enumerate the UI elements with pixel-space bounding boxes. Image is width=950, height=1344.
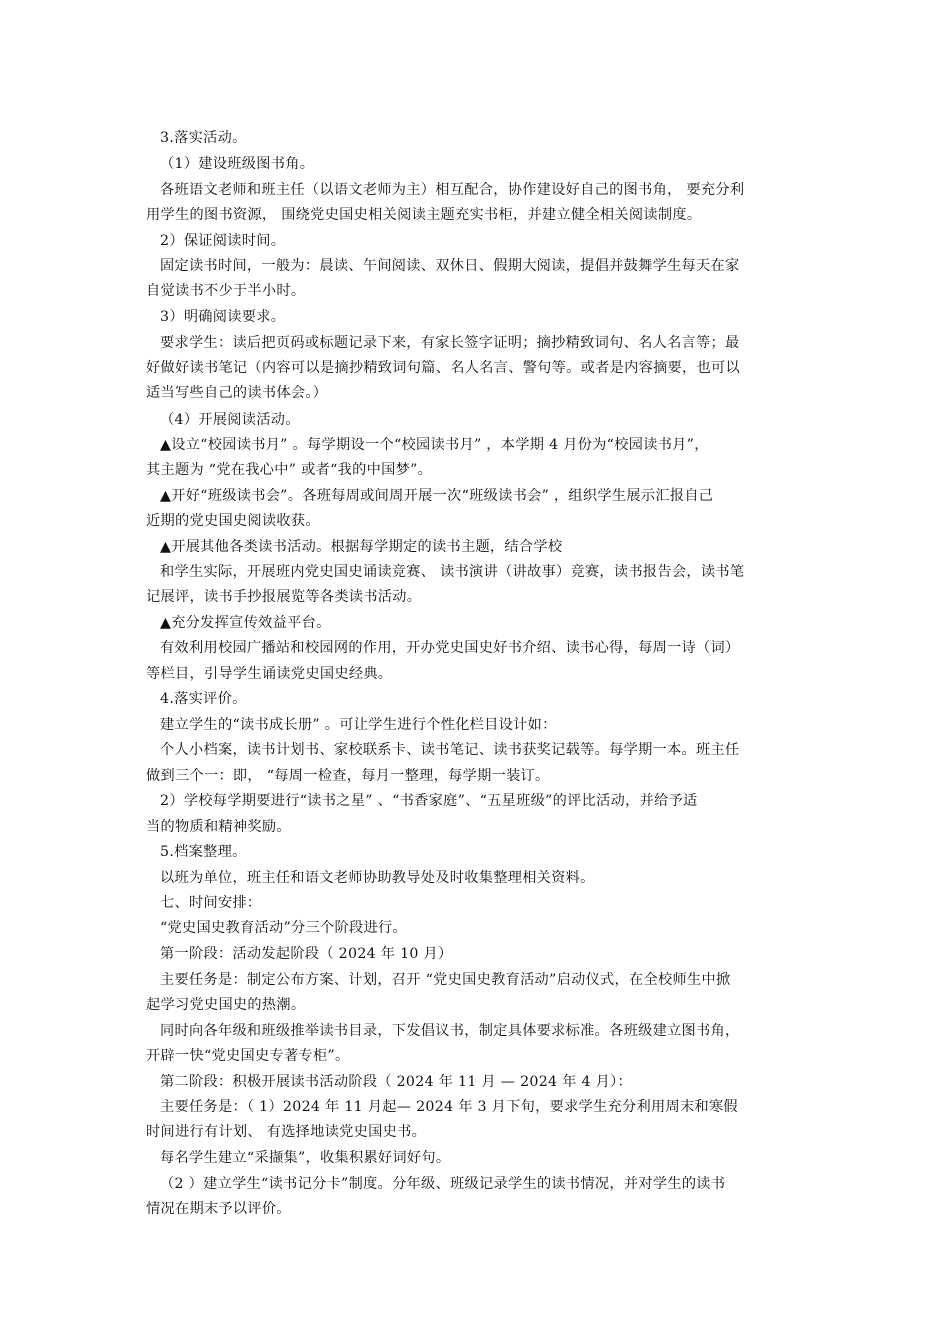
text-line: 开辟一快“党史国史专著专柜”。	[146, 1048, 350, 1064]
text-line: 要求学生：读后把页码或标题记录下来，有家长签字证明；摘抄精致词句、名人名言等；最	[160, 335, 740, 351]
text-line: ▲开展其他各类读书活动。根据每学期定的读书主题，结合学校	[160, 539, 563, 555]
text-line: 做到三个一：即， “每周一检查，每月一整理，每学期一装订。	[146, 768, 550, 784]
text-line: 各班语文老师和班主任（以语文老师为主）相互配合，协作建设好自己的图书角， 要充分利	[160, 182, 745, 198]
text-line: 时间进行有计划、 有选择地读党史国史书。	[146, 1124, 427, 1140]
text-line: 情况在期末予以评价。	[146, 1201, 291, 1217]
text-line: “党史国史教育活动”分三个阶段进行。	[160, 920, 407, 936]
text-line: 建立学生的“读书成长册” 。可让学生进行个性化栏目设计如：	[160, 717, 557, 733]
text-line: 个人小档案，读书计划书、家校联系卡、读书笔记、读书获奖记载等。每学期一本。班主任	[160, 742, 740, 758]
text-line: 当的物质和精神奖励。	[146, 819, 291, 835]
text-line: 4.落实评价。	[160, 691, 247, 707]
text-line: 第二阶段：积极开展读书活动阶段（ 2024 年 11 月 — 2024 年 4 月）：	[160, 1074, 632, 1090]
text-line: 有效利用校园广播站和校园网的作用，开办党史国史好书介绍、读书心得，每周一诗（词）	[160, 640, 740, 656]
text-line: 2）学校每学期要进行“读书之星” 、“书香家庭”、“五星班级”的评比活动，并给予适	[160, 793, 698, 809]
text-line: 3）明确阅读要求。	[160, 309, 286, 325]
text-line: 主要任务是：（ 1）2024 年 11 月起— 2024 年 3 月下旬，要求学生充分利用周末和寒假	[160, 1099, 738, 1115]
text-line: 等栏目，引导学生诵读党史国史经典。	[146, 666, 393, 682]
text-line: 其主题为 “党在我心中” 或者“我的中国梦”。	[146, 462, 433, 478]
text-line: 自觉读书不少于半小时。	[146, 283, 306, 299]
text-line: （4）开展阅读活动。	[160, 412, 300, 428]
text-line: 2）保证阅读时间。	[160, 233, 286, 249]
text-line: 5.档案整理。	[160, 844, 247, 860]
text-line: （2 ）建立学生“读书记分卡”制度。分年级、班级记录学生的读书情况，并对学生的读书	[160, 1176, 726, 1192]
text-line: 用学生的图书资源， 围绕党史国史相关阅读主题充实书柜，并建立健全相关阅读制度。	[146, 207, 702, 223]
text-line: 以班为单位，班主任和语文老师协助教导处及时收集整理相关资料。	[160, 870, 595, 886]
text-line: 3.落实活动。	[160, 130, 247, 146]
text-line: 主要任务是：制定公布方案、计划，召开 “党史国史教育活动”启动仪式，在全校师生中掀	[160, 972, 731, 988]
text-line: 记展评，读书手抄报展览等各类读书活动。	[146, 589, 422, 605]
text-line: 和学生实际，开展班内党史国史诵读竞赛、 读书演讲（讲故事）竞赛，读书报告会，读书笔	[160, 564, 745, 580]
text-line: 同时向各年级和班级推举读书目录，下发倡议书，制定具体要求标准。各班级建立图书角，	[160, 1023, 740, 1039]
text-line: 近期的党史国史阅读收获。	[146, 513, 320, 529]
text-line: 七、时间安排：	[160, 895, 262, 911]
text-line: ▲设立“校园读书月” 。每学期设一个“校园读书月” ，本学期 4 月份为“校园读书月”，	[160, 437, 709, 453]
text-line: 第一阶段：活动发起阶段（ 2024 年 10 月）	[160, 946, 453, 962]
text-line: 适当写些自己的读书体会。）	[146, 385, 328, 401]
text-line: 每名学生建立“采撷集”，收集积累好词好句。	[160, 1150, 451, 1166]
text-line: ▲充分发挥宣传效益平台。	[160, 615, 331, 631]
text-line: ▲开好“班级读书会”。各班每周或间周开展一次“班级读书会” ，组织学生展示汇报自己	[160, 488, 714, 504]
text-line: 固定读书时间，一般为：晨读、午间阅读、双休日、假期大阅读，提倡并鼓舞学生每天在家	[160, 258, 740, 274]
text-line: 好做好读书笔记（内容可以是摘抄精致词句篇、名人名言、警句等。或者是内容摘要，也可以	[146, 360, 740, 376]
text-line: 起学习党史国史的热潮。	[146, 997, 306, 1013]
text-line: （1）建设班级图书角。	[160, 156, 315, 172]
